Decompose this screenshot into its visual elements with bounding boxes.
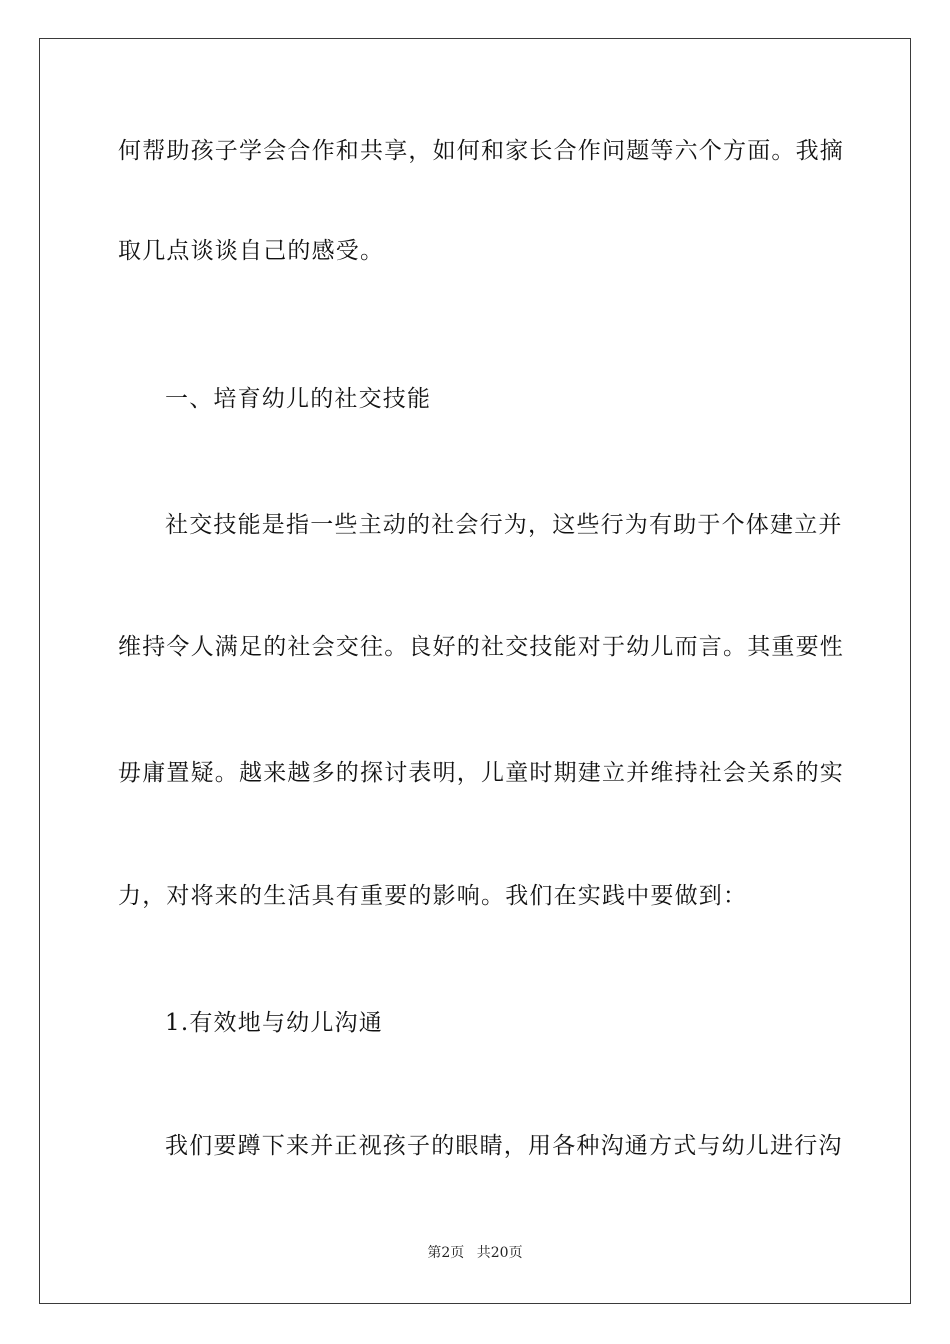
body-text-line: 毋庸置疑。越来越多的探讨表明，儿童时期建立并维持社会关系的实: [118, 760, 844, 786]
page-number: 第2页: [427, 1245, 465, 1261]
page-border: [39, 38, 911, 1304]
subsection-heading: 1.有效地与幼儿沟通: [165, 1010, 383, 1036]
body-text-line: 何帮助孩子学会合作和共享，如何和家长合作问题等六个方面。我摘: [118, 138, 844, 164]
body-text-line: 维持令人满足的社会交往。良好的社交技能对于幼儿而言。其重要性: [118, 634, 844, 660]
body-text-line: 力，对将来的生活具有重要的影响。我们在实践中要做到：: [118, 883, 748, 909]
body-text-line: 取几点谈谈自己的感受。: [118, 238, 385, 264]
paragraph-first-line: 社交技能是指一些主动的社会行为，这些行为有助于个体建立并: [165, 512, 843, 538]
paragraph-first-line: 我们要蹲下来并正视孩子的眼睛，用各种沟通方式与幼儿进行沟: [165, 1133, 843, 1159]
page-total: 共20页: [476, 1245, 523, 1261]
section-heading: 一、培育幼儿的社交技能: [165, 386, 432, 412]
page-footer: [0, 1244, 950, 1262]
